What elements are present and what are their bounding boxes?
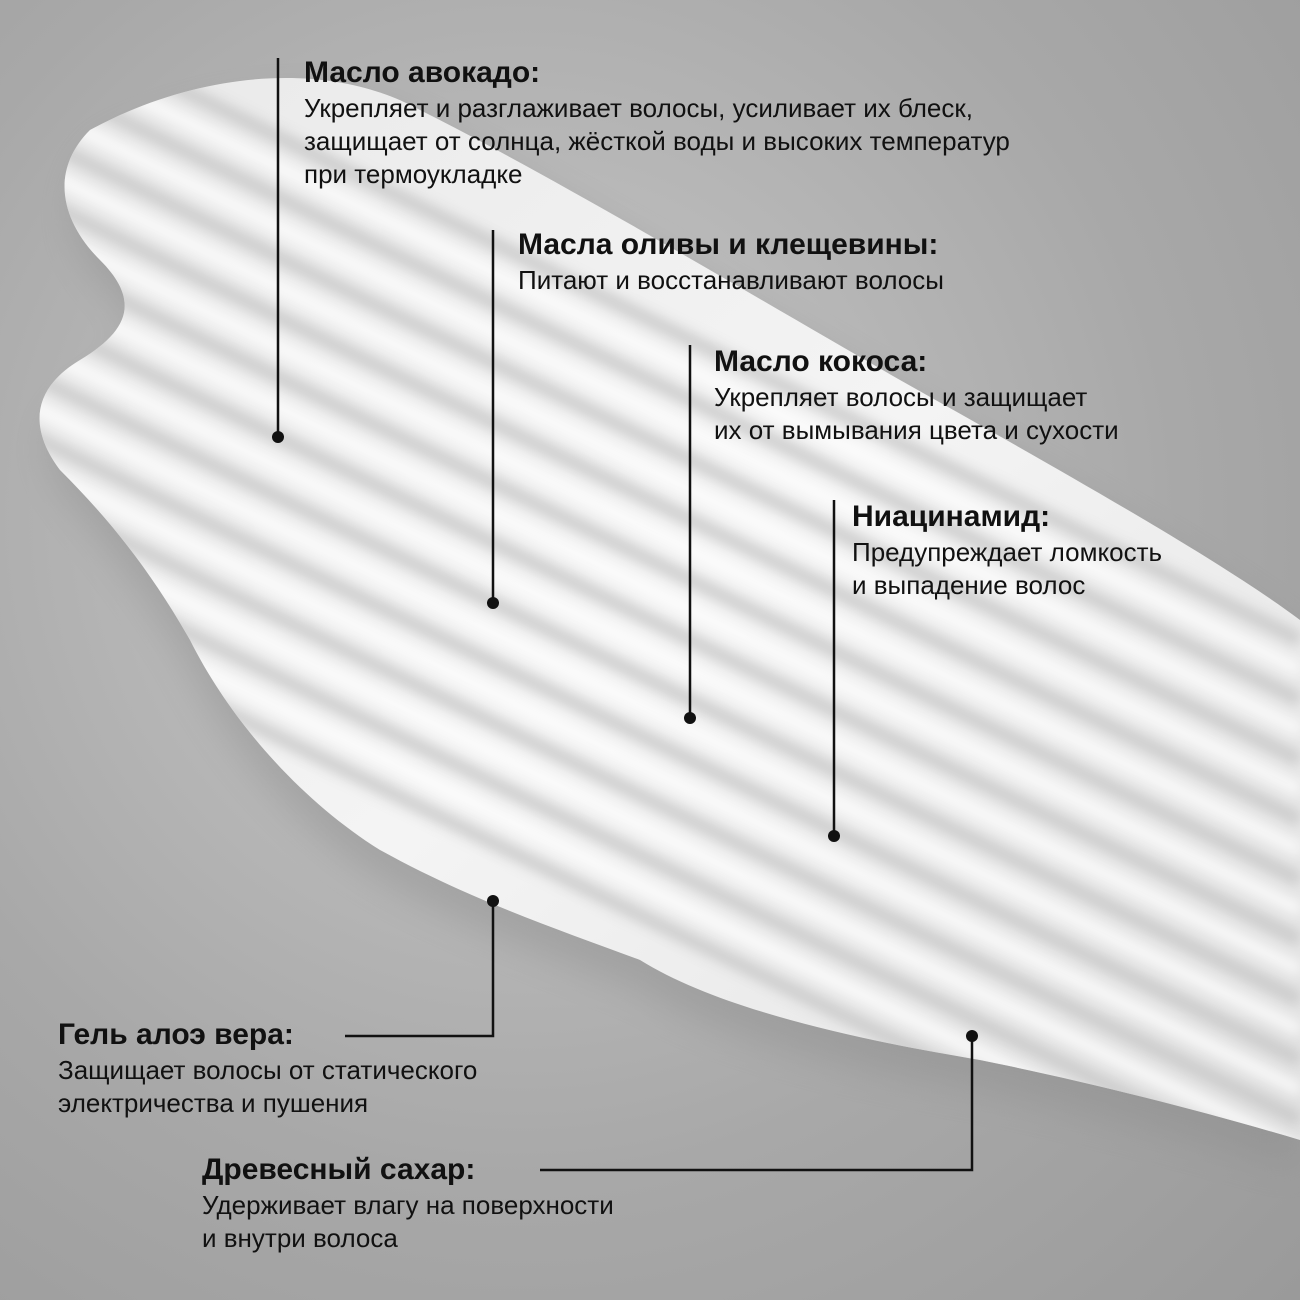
olive-castor-title: Масла оливы и клещевины: — [518, 228, 939, 261]
niacinamide-description: Предупреждает ломкость и выпадение волос — [852, 537, 1163, 600]
olive-castor-callout — [518, 228, 1218, 297]
aloe-description: Защищает волосы от статического электричества и пушения — [58, 1055, 478, 1118]
coconut-callout — [714, 345, 1274, 447]
niacinamide-title: Ниацинамид: — [852, 500, 1051, 533]
coconut-title: Масло кокоса: — [714, 345, 928, 378]
niacinamide-callout — [852, 500, 1282, 602]
aloe-callout — [58, 1018, 618, 1120]
coconut-description: Укрепляет волосы и защищает их от вымывания цвета и сухости — [714, 382, 1119, 445]
aloe-title: Гель алоэ вера: — [58, 1018, 294, 1051]
avocado-description: Укрепляет и разглаживает волосы, усиливает их блеск, защищает от солнца, жёсткой воды и высоких температур при термоукладке — [304, 93, 1010, 189]
avocado-title: Масло авокадо: — [304, 56, 541, 89]
wood-sugar-description: Удерживает влагу на поверхности и внутри волоса — [202, 1190, 614, 1253]
olive-castor-description: Питают и восстанавливают волосы — [518, 265, 944, 295]
avocado-callout — [304, 56, 1204, 191]
wood-sugar-callout — [202, 1153, 762, 1255]
wood-sugar-title: Древесный сахар: — [202, 1153, 476, 1186]
